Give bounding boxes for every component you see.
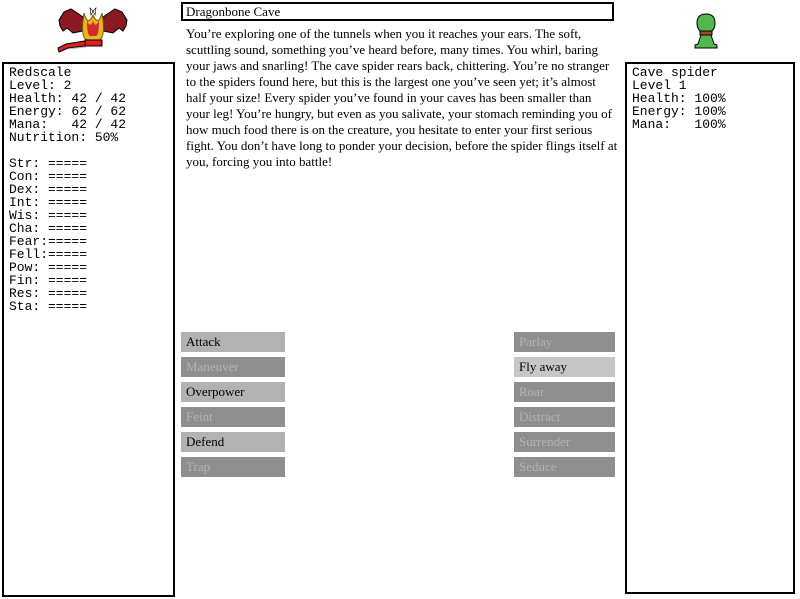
stat-pow: Pow: ===== bbox=[9, 260, 88, 275]
enemy-stats-panel bbox=[625, 62, 795, 594]
narrative-text: You’re exploring one of the tunnels when you it reaches your ears. The soft, scuttling sound, something you’ve heard before, many times. You whirl, baring your jaws and snarling! The cave spider rears back, chittering. You’re no stranger to the spiders found here, but this is the largest one you’ve seen yet; it’s almost half your size! Every spider you’ve found in your caves has been smaller than your leg! You’re hungry, but even as you salivate, your stomach reminding you of how much food there is on the creature, you hesitate to enter your first serious fight. You don’t have long to ponder your decision, before the spider flings itself at you, forcing you into battle! bbox=[186, 26, 618, 169]
attack-actions-column bbox=[181, 332, 285, 477]
action-button-seduce[interactable]: Seduce bbox=[514, 457, 615, 477]
stat-str: Str: ===== bbox=[9, 156, 88, 171]
stat-cha: Cha: ===== bbox=[9, 221, 88, 236]
enemy-mana: Mana: 100% bbox=[632, 117, 726, 132]
action-button-surrender[interactable]: Surrender bbox=[514, 432, 615, 452]
enemy-level: Level 1 bbox=[632, 78, 687, 93]
stat-dex: Dex: ===== bbox=[9, 182, 88, 197]
player-energy: Energy: 62 / 62 bbox=[9, 104, 127, 119]
action-button-defend[interactable]: Defend bbox=[181, 432, 285, 452]
stat-fell: Fell:===== bbox=[9, 247, 88, 262]
player-level: Level: 2 bbox=[9, 78, 72, 93]
action-button-parlay[interactable]: Parlay bbox=[514, 332, 615, 352]
stat-con: Con: ===== bbox=[9, 169, 88, 184]
social-actions-column bbox=[514, 332, 615, 477]
action-button-trap[interactable]: Trap bbox=[181, 457, 285, 477]
action-button-attack[interactable]: Attack bbox=[181, 332, 285, 352]
player-name: Redscale bbox=[9, 65, 72, 80]
green-creature-icon bbox=[690, 13, 722, 54]
enemy-name: Cave spider bbox=[632, 65, 718, 80]
action-button-roar[interactable]: Roar bbox=[514, 382, 615, 402]
stat-res: Res: ===== bbox=[9, 286, 88, 301]
action-button-maneuver[interactable]: Maneuver bbox=[181, 357, 285, 377]
stat-fear: Fear:===== bbox=[9, 234, 88, 249]
player-stats-panel bbox=[2, 62, 175, 597]
player-mana: Mana: 42 / 42 bbox=[9, 117, 127, 132]
action-button-distract[interactable]: Distract bbox=[514, 407, 615, 427]
red-dragon-icon bbox=[56, 5, 130, 58]
stat-wis: Wis: ===== bbox=[9, 208, 88, 223]
action-button-fly-away[interactable]: Fly away bbox=[514, 357, 615, 377]
stat-int: Int: ===== bbox=[9, 195, 88, 210]
stat-fin: Fin: ===== bbox=[9, 273, 88, 288]
action-button-overpower[interactable]: Overpower bbox=[181, 382, 285, 402]
stat-sta: Sta: ===== bbox=[9, 299, 88, 314]
player-nutrition: Nutrition: 50% bbox=[9, 130, 119, 145]
action-button-feint[interactable]: Feint bbox=[181, 407, 285, 427]
player-health: Health: 42 / 42 bbox=[9, 91, 127, 106]
enemy-energy: Energy: 100% bbox=[632, 104, 726, 119]
enemy-health: Health: 100% bbox=[632, 91, 726, 106]
location-title-input[interactable] bbox=[181, 2, 614, 21]
